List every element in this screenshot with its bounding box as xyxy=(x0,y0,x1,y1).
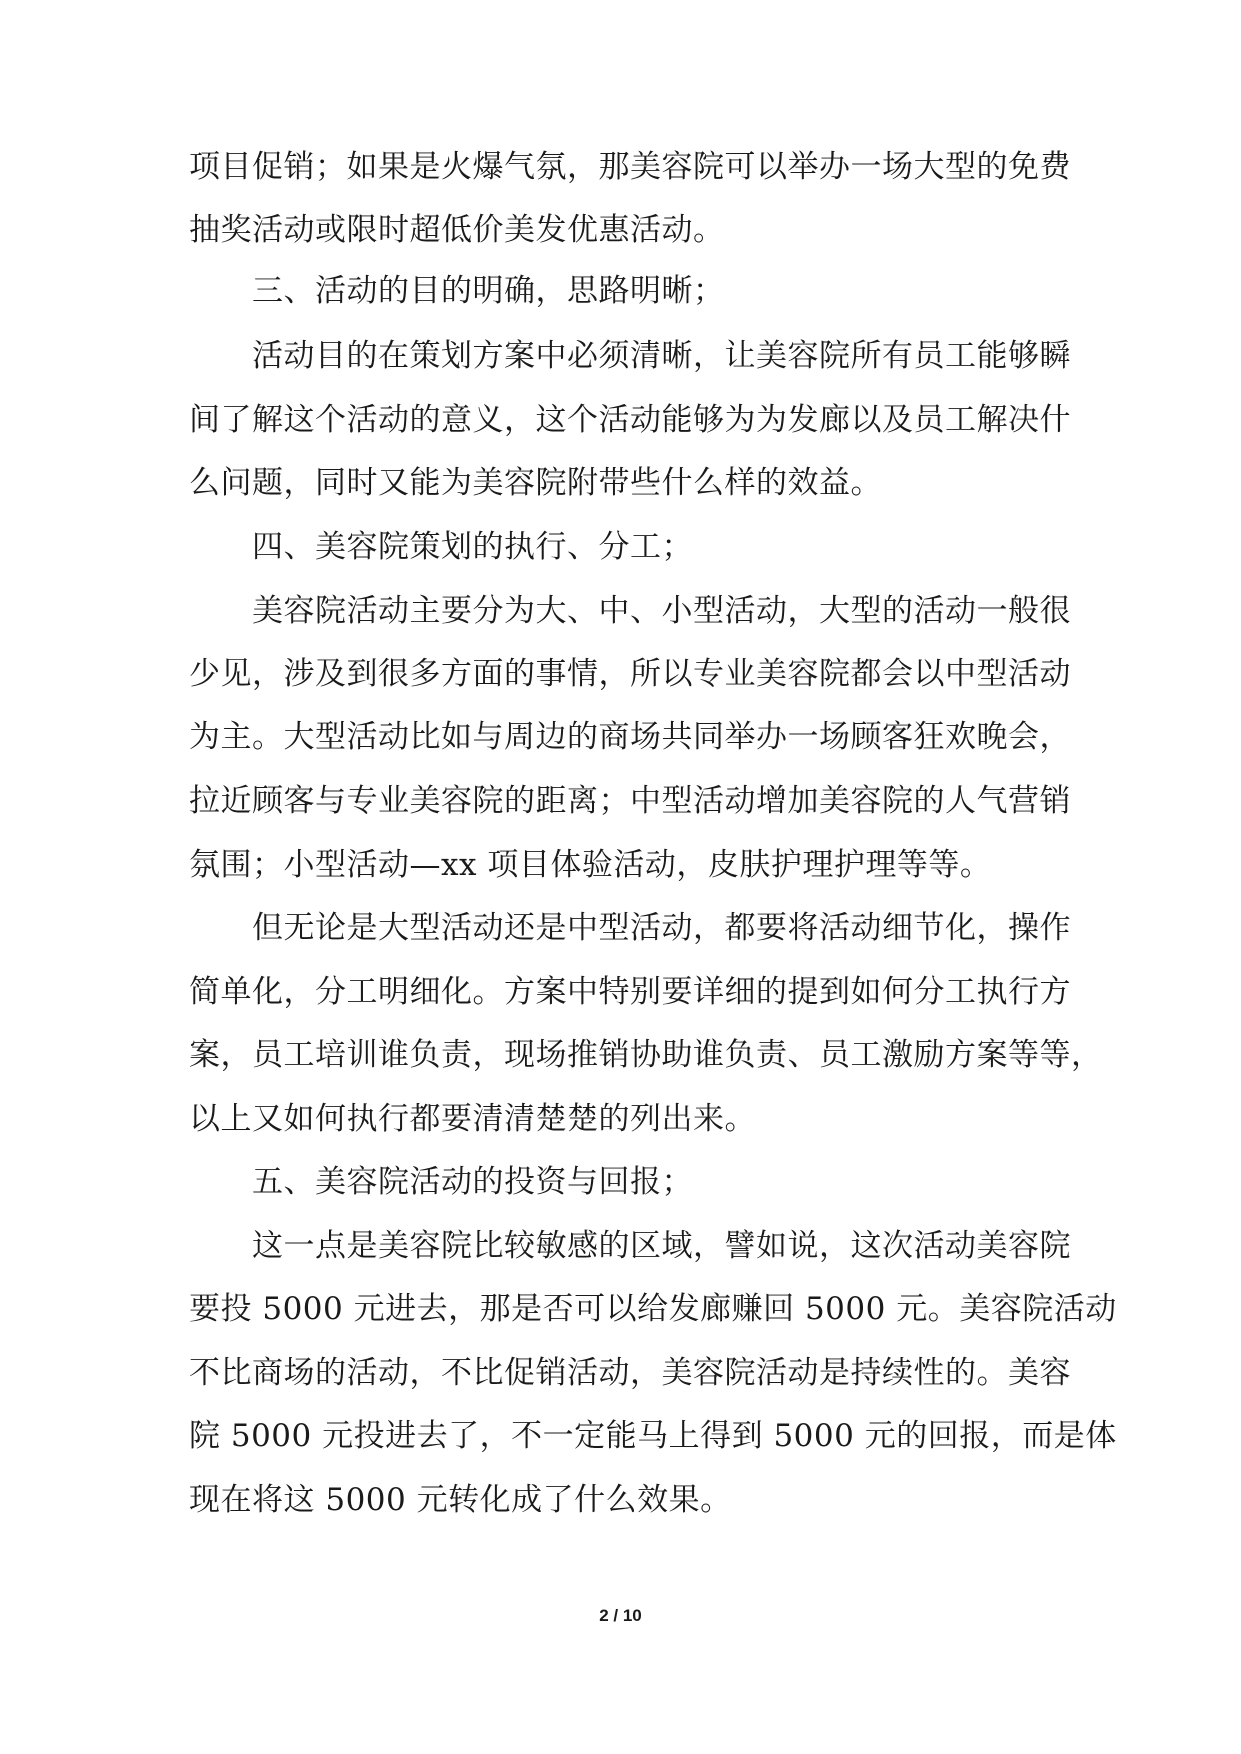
body-text-line: 以上又如何执行都要清清楚楚的列出来。 xyxy=(189,1101,756,1137)
body-text-line: 间了解这个活动的意义，这个活动能够为为发廊以及员工解决什 xyxy=(189,402,1071,438)
body-text-line: 拉近顾客与专业美容院的距离；中型活动增加美容院的人气营销 xyxy=(189,783,1071,819)
body-text-line: 但无论是大型活动还是中型活动，都要将活动细节化，操作 xyxy=(252,910,1071,946)
body-text-line: 美容院活动主要分为大、中、小型活动，大型的活动一般很 xyxy=(252,593,1071,629)
body-text-line: 简单化，分工明细化。方案中特别要详细的提到如何分工执行方 xyxy=(189,974,1071,1010)
body-text-line: 不比商场的活动，不比促销活动，美容院活动是持续性的。美容 xyxy=(189,1355,1071,1391)
section-heading-4: 四、美容院策划的执行、分工； xyxy=(252,529,693,565)
body-text-line: 院 5000 元投进去了，不一定能马上得到 5000 元的回报，而是体 xyxy=(189,1418,1117,1454)
body-text-line: 抽奖活动或限时超低价美发优惠活动。 xyxy=(189,212,725,248)
body-text-line: 少见，涉及到很多方面的事情，所以专业美容院都会以中型活动 xyxy=(189,656,1071,692)
section-heading-3: 三、活动的目的明确，思路明晰； xyxy=(252,273,725,309)
body-text-line: 要投 5000 元进去，那是否可以给发廊赚回 5000 元。美容院活动 xyxy=(189,1291,1117,1327)
body-text-line: 案，员工培训谁负责，现场推销协助谁负责、员工激励方案等等， xyxy=(189,1037,1103,1073)
body-text-line: 这一点是美容院比较敏感的区域，譬如说，这次活动美容院 xyxy=(252,1228,1071,1264)
body-text-line: 现在将这 5000 元转化成了什么效果。 xyxy=(189,1482,732,1518)
body-text-line: 活动目的在策划方案中必须清晰，让美容院所有员工能够瞬 xyxy=(252,338,1071,374)
body-text-line: 氛围；小型活动—xx 项目体验活动，皮肤护理护理等等。 xyxy=(189,847,992,883)
page-number: 2 / 10 xyxy=(599,1606,642,1625)
body-text-line: 项目促销；如果是火爆气氛，那美容院可以举办一场大型的免费 xyxy=(189,149,1071,185)
body-text-line: 么问题，同时又能为美容院附带些什么样的效益。 xyxy=(189,465,882,501)
body-text-line: 为主。大型活动比如与周边的商场共同举办一场顾客狂欢晚会， xyxy=(189,719,1071,755)
section-heading-5: 五、美容院活动的投资与回报； xyxy=(252,1164,693,1200)
